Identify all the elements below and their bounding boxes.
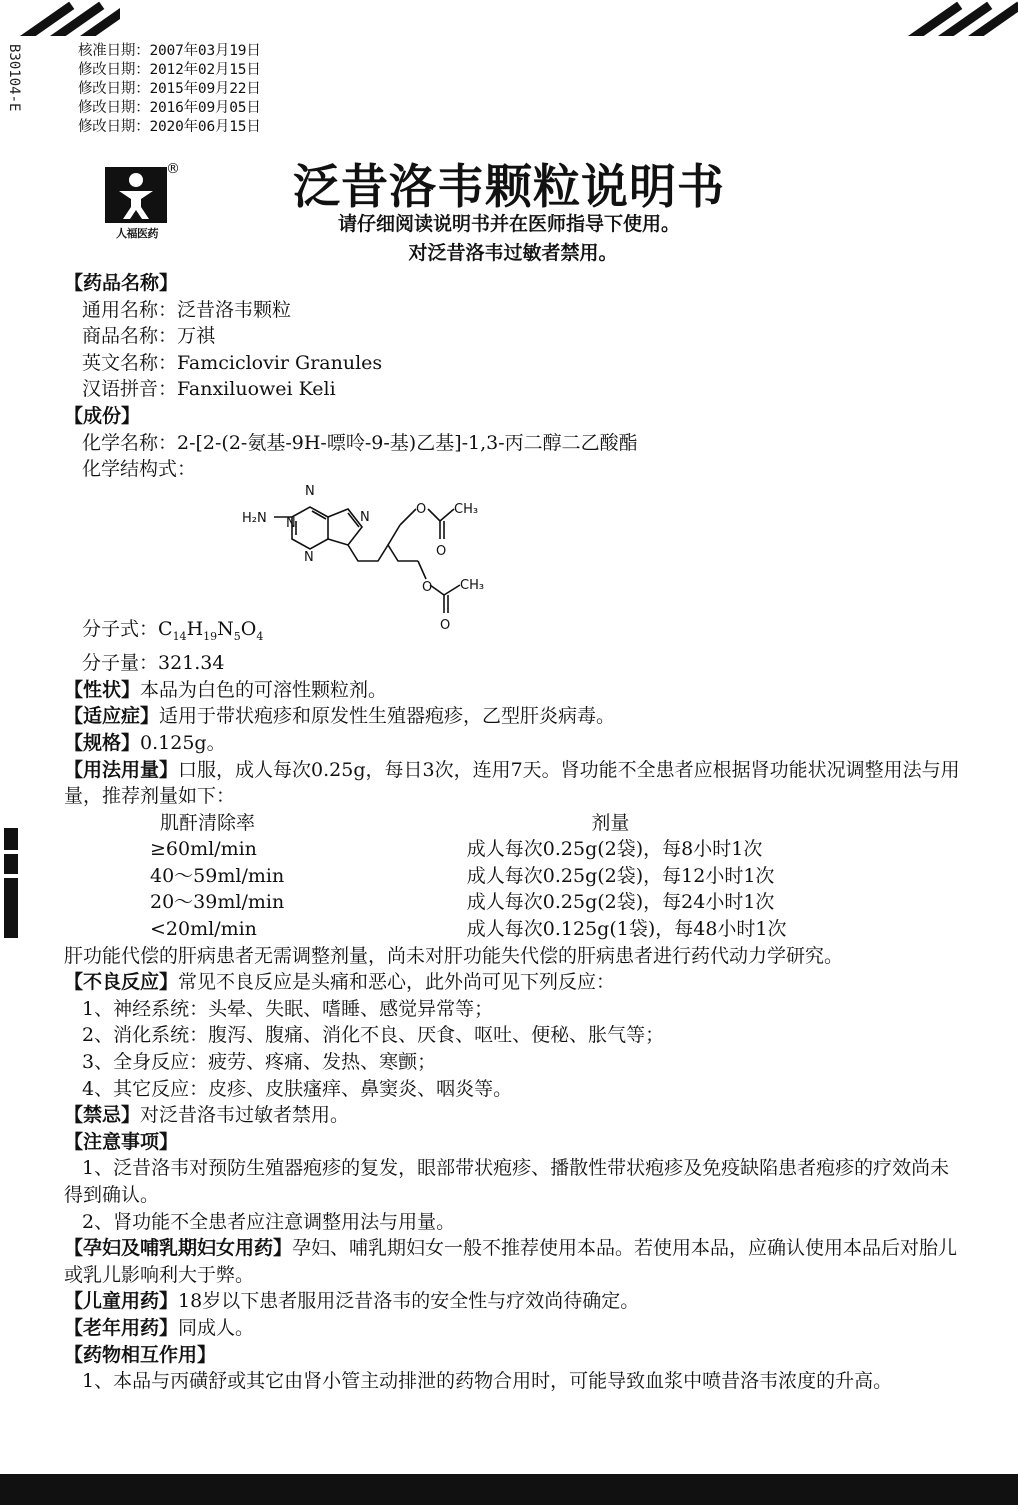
subtitle-warning: 对泛昔洛韦过敏者禁用。 xyxy=(408,242,618,264)
table-cell: 成人每次0.25g(2袋)，每8小时1次 xyxy=(466,838,763,861)
section-heading: 【药品名称】 xyxy=(64,272,179,294)
side-register-bars xyxy=(4,828,18,942)
table-row xyxy=(64,863,864,890)
header-dose: 剂量 xyxy=(591,811,630,834)
list-item: 4、其它反应：皮疹、皮肤瘙痒、鼻窦炎、咽炎等。 xyxy=(82,1077,513,1100)
pinyin-name: 汉语拼音：Fanxiluowei Keli xyxy=(82,378,336,401)
adverse-section: 【不良反应】常见不良反应是头痛和恶心，此外尚可见下列反应： xyxy=(64,971,616,994)
bottom-bar xyxy=(0,1474,1018,1505)
generic-name: 通用名称：泛昔洛韦颗粒 xyxy=(82,298,292,321)
table-cell: <20ml/min xyxy=(150,918,257,941)
corner-marks-left xyxy=(0,0,120,36)
table-row xyxy=(64,836,864,863)
section-heading: 【成份】 xyxy=(64,404,141,427)
table-header xyxy=(64,810,864,837)
date-line: 核准日期：2007年03月19日 xyxy=(78,43,261,59)
struct-atom-o: O xyxy=(440,618,451,633)
registered-mark: ® xyxy=(166,161,180,177)
table-cell: 成人每次0.25g(2袋)，每12小时1次 xyxy=(466,864,775,887)
table-cell: ≥60ml/min xyxy=(150,838,257,861)
struct-atom-n: N xyxy=(360,510,370,525)
struct-atom-o: O xyxy=(436,544,447,559)
structure-label: 化学结构式： xyxy=(82,458,197,481)
chemical-name: 化学名称：2-[2-(2-氨基-9H-嘌呤-9-基)乙基]-1,3-丙二醇二乙酸酯 xyxy=(82,431,638,454)
document-title: 泛昔洛韦颗粒说明书 xyxy=(293,160,725,215)
struct-atom-o: O xyxy=(422,580,433,595)
list-item: 1、神经系统：头晕、失眠、嗜睡、感觉异常等； xyxy=(82,997,494,1020)
children-section: 【儿童用药】18岁以下患者服用泛昔洛韦的安全性与疗效尚待确定。 xyxy=(64,1290,640,1313)
revision-dates xyxy=(78,42,261,137)
struct-atom-n: N xyxy=(304,550,314,565)
list-item: 1、泛昔洛韦对预防生殖器疱疹的复发，眼部带状疱疹、播散性带状疱疹及免疫缺陷患者疱疹的疗效尚未得到确认。 xyxy=(64,1157,950,1207)
table-cell: 20～39ml/min xyxy=(150,891,285,914)
list-item: 1、本品与丙磺舒或其它由肾小管主动排泄的药物合用时，可能导致血浆中喷昔洛韦浓度的升高。 xyxy=(82,1370,893,1393)
list-item: 2、消化系统：腹泻、腹痛、消化不良、厌食、呕吐、便秘、胀气等； xyxy=(82,1024,665,1047)
dosage-table xyxy=(64,810,864,943)
indication-section: 【适应症】适用于带状疱疹和原发性生殖器疱疹，乙型肝炎病毒。 xyxy=(64,705,616,728)
molecular-weight: 分子量：321.34 xyxy=(82,652,225,675)
character-section: 【性状】本品为白色的可溶性颗粒剂。 xyxy=(64,678,388,701)
elderly-section: 【老年用药】同成人。 xyxy=(64,1316,255,1339)
struct-amine: H₂N xyxy=(242,511,267,526)
struct-methyl: CH₃ xyxy=(460,578,485,593)
table-row xyxy=(64,889,864,916)
date-line: 修改日期：2015年09月22日 xyxy=(78,81,261,97)
struct-atom-n: N xyxy=(305,484,315,499)
corner-marks-right xyxy=(898,0,1018,36)
date-line: 修改日期：2020年06月15日 xyxy=(78,119,261,135)
chemical-structure xyxy=(240,445,500,635)
document-body xyxy=(64,270,964,1395)
english-name: 英文名称：Famciclovir Granules xyxy=(82,351,383,374)
table-cell: 成人每次0.125g(1袋)，每48小时1次 xyxy=(466,918,787,941)
logo-text: 人福医药 xyxy=(116,227,158,240)
dosage-section: 【用法用量】口服，成人每次0.25g，每日3次，连用7天。肾功能不全患者应根据肾功能状况调整用法与用量，推荐剂量如下： xyxy=(64,758,960,808)
struct-methyl: CH₃ xyxy=(454,502,479,517)
liver-note: 肝功能代偿的肝病患者无需调整剂量，尚未对肝功能失代偿的肝病患者进行药代动力学研究。 xyxy=(64,944,844,967)
struct-atom-n: N xyxy=(286,516,296,531)
table-cell: 成人每次0.25g(2袋)，每24小时1次 xyxy=(466,891,775,914)
spec-section: 【规格】0.125g。 xyxy=(64,731,226,754)
trade-name: 商品名称：万祺 xyxy=(82,325,216,348)
date-line: 修改日期：2012年02月15日 xyxy=(78,62,261,78)
table-cell: 40～59ml/min xyxy=(150,864,285,887)
struct-atom-o: O xyxy=(416,502,427,517)
list-item: 2、肾功能不全患者应注意调整用法与用量。 xyxy=(82,1210,456,1233)
side-code: B30104-E xyxy=(6,44,22,112)
section-heading: 【药物相互作用】 xyxy=(64,1343,217,1366)
date-line: 修改日期：2016年09月05日 xyxy=(78,100,261,116)
subtitle-instruction: 请仔细阅读说明书并在医师指导下使用。 xyxy=(337,213,680,235)
table-row xyxy=(64,916,864,943)
section-heading: 【注意事项】 xyxy=(64,1130,179,1153)
contra-section: 【禁忌】对泛昔洛韦过敏者禁用。 xyxy=(64,1104,350,1127)
header-clearance: 肌酐清除率 xyxy=(160,811,256,834)
molecular-formula: 分子式：$C_{14}H_{19}N_5O_4$ xyxy=(82,617,264,643)
list-item: 3、全身反应：疲劳、疼痛、发热、寒颤； xyxy=(82,1051,437,1074)
pregnancy-section: 【孕妇及哺乳期妇女用药】孕妇、哺乳期妇女一般不推荐使用本品。若使用本品，应确认使用本品后对胎儿或乳儿影响利大于弊。 xyxy=(64,1237,958,1286)
